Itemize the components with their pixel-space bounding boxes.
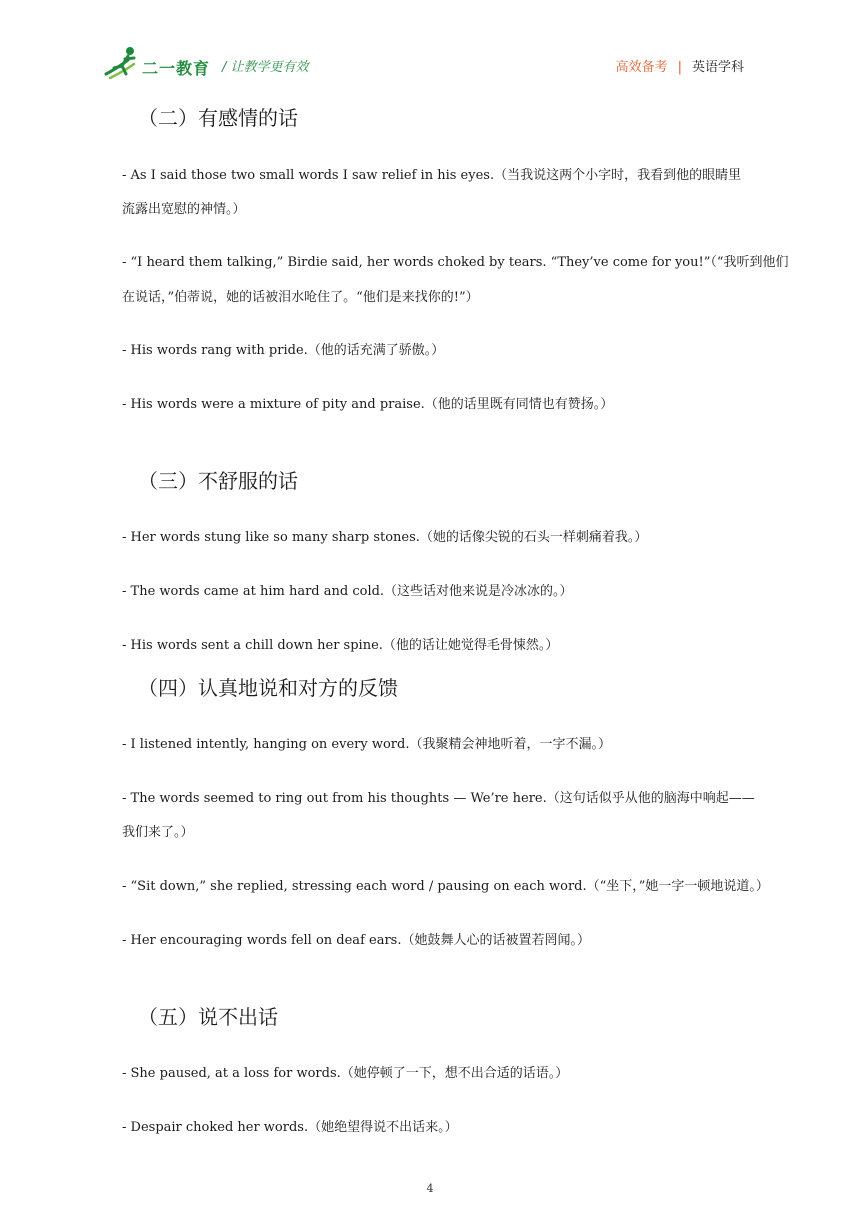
- example-line: - As I said those two small words I saw relief in his eyes.（当我说这两个小字时，我看到他的眼睛里: [122, 168, 742, 183]
- example-line: - “Sit down,” she replied, stressing each word / pausing on each word.（“坐下，”她一字一顿地说道。）: [122, 879, 769, 894]
- example-line: - The words came at him hard and cold.（这些话对他来说是冷冰冰的。）: [122, 584, 573, 599]
- example-line: - His words rang with pride.（他的话充满了骄傲。）: [122, 343, 445, 358]
- page-header: [0, 0, 860, 100]
- header-tag-exam: 高效备考: [615, 60, 668, 75]
- example-line: - Her encouraging words fell on deaf ears.（她鼓舞人心的话被置若罔闻。）: [122, 933, 590, 948]
- slogan: / 让教学更有效: [222, 60, 309, 75]
- section-title: （四）认真地说和对方的反馈: [138, 676, 398, 700]
- example-line: 我们来了。）: [122, 825, 194, 840]
- header-separator: |: [677, 60, 682, 75]
- header-tag-subject: 英语学科: [691, 60, 744, 75]
- page-number: 4: [426, 1182, 434, 1195]
- logo-text: 二一教育: [142, 59, 211, 78]
- section-title: （二）有感情的话: [138, 106, 298, 130]
- section-title: （五）说不出话: [138, 1005, 278, 1029]
- running-figure-logo-icon: [104, 44, 144, 82]
- example-line: 流露出宽慰的神情。）: [122, 202, 246, 217]
- header-subject: [616, 56, 744, 75]
- example-line: - She paused, at a loss for words.（她停顿了一下，想不出合适的话语。）: [122, 1066, 569, 1081]
- section-title: （三）不舒服的话: [138, 469, 298, 493]
- example-line: - The words seemed to ring out from his thoughts — We’re here.（这句话似乎从他的脑海中响起——: [122, 791, 755, 806]
- example-line: - Despair choked her words.（她绝望得说不出话来。）: [122, 1120, 458, 1135]
- example-line: 在说话，”伯蒂说，她的话被泪水呛住了。“他们是来找你的!”）: [122, 290, 479, 305]
- example-line: - I listened intently, hanging on every word.（我聚精会神地听着，一字不漏。）: [122, 737, 611, 752]
- example-line: - His words sent a chill down her spine.（他的话让她觉得毛骨悚然。）: [122, 638, 559, 653]
- example-line: - “I heard them talking,” Birdie said, her words choked by tears. “They’ve come for you!”（“我听到他们: [122, 255, 789, 270]
- example-line: - His words were a mixture of pity and praise.（他的话里既有同情也有赞扬。）: [122, 397, 614, 412]
- example-line: - Her words stung like so many sharp stones.（她的话像尖锐的石头一样刺痛着我。）: [122, 530, 648, 545]
